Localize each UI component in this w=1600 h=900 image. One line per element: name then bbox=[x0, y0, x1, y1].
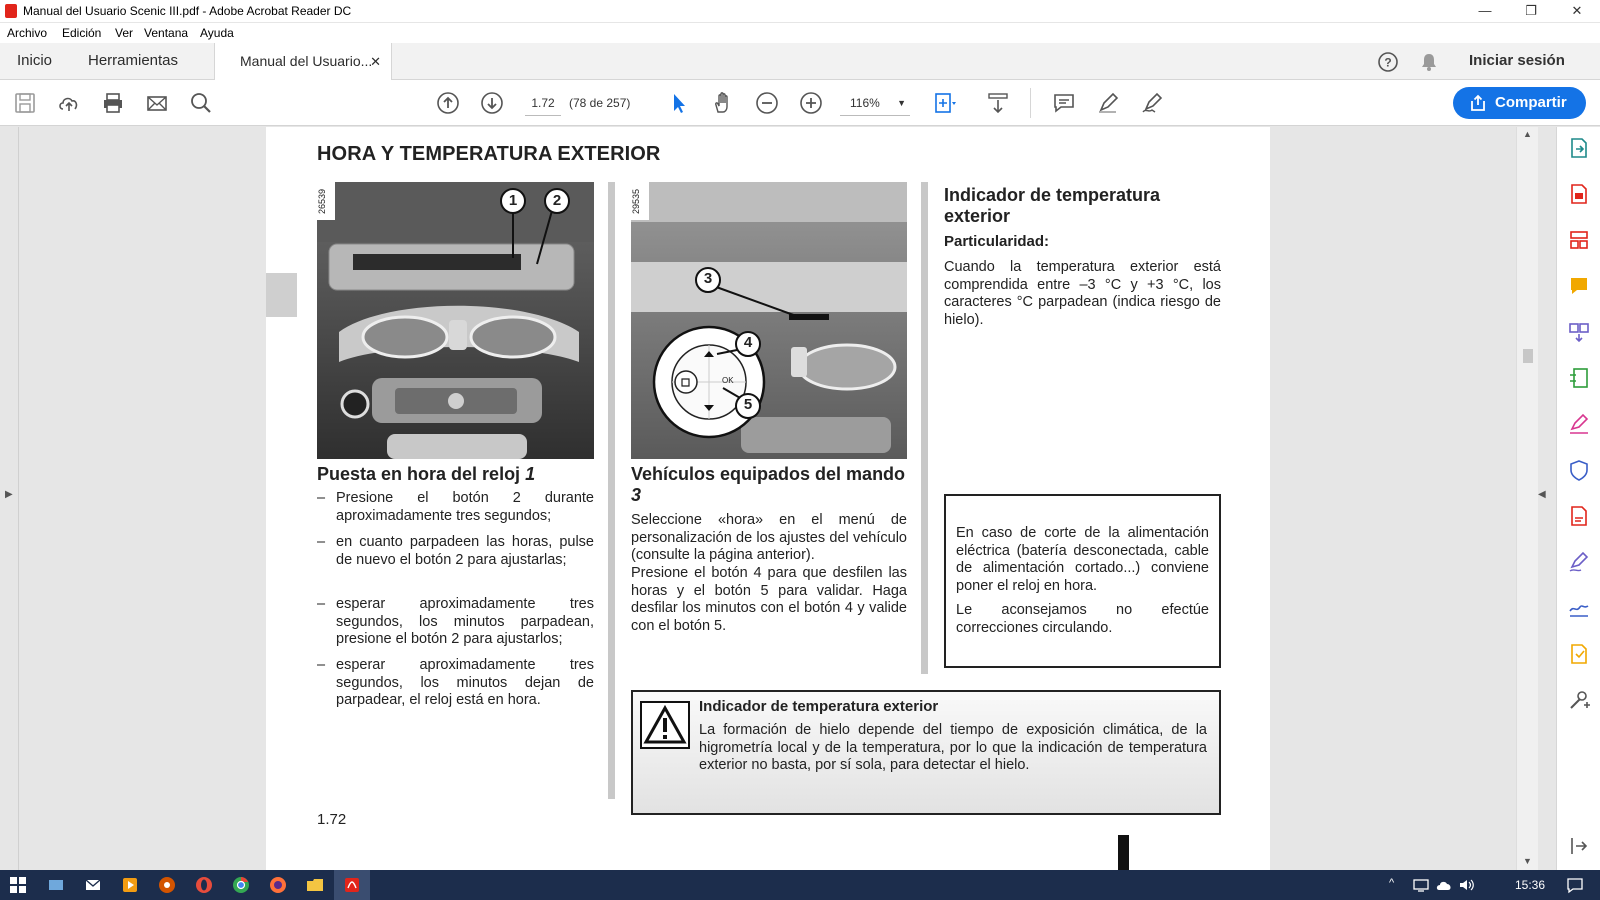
steering-control-photo bbox=[631, 182, 907, 459]
page-number: 1.72 bbox=[317, 811, 347, 828]
opera-icon[interactable] bbox=[195, 876, 213, 894]
expand-left-panel-icon[interactable]: ▶ bbox=[5, 489, 13, 500]
zoom-value: 116% bbox=[850, 96, 880, 110]
sign-pen-icon[interactable] bbox=[1140, 91, 1164, 115]
zoom-in-icon[interactable] bbox=[799, 91, 823, 115]
chevron-down-icon: ▼ bbox=[897, 98, 906, 108]
tab-document[interactable] bbox=[214, 43, 392, 80]
share-icon bbox=[1469, 94, 1487, 112]
power-cut-note-box bbox=[944, 494, 1221, 668]
col1-bullet: – en cuanto parpadeen las horas, pulse de nuevo el botón 2 para ajustarlas; bbox=[317, 534, 594, 569]
chrome-icon[interactable] bbox=[232, 876, 250, 894]
note-paragraph: En caso de corte de la alimentación eléctrica (batería desconectada, cable de alimentación cortado...) conviene poner el reloj en hora. bbox=[956, 525, 1209, 594]
zoom-out-icon[interactable] bbox=[755, 91, 779, 115]
export-pdf-icon[interactable] bbox=[1568, 137, 1590, 159]
network-icon[interactable] bbox=[1412, 876, 1430, 894]
action-center-icon[interactable] bbox=[1566, 876, 1584, 894]
menu-ver[interactable]: Ver bbox=[115, 26, 134, 40]
page-count: (78 de 257) bbox=[569, 96, 631, 110]
organize-pages-icon[interactable] bbox=[1568, 229, 1590, 251]
col2-paragraph: Presione el botón 4 para que desfilen las horas y el botón 5 para validar. Haga desfilar los minutos con el botón 4 y valide con el botón 5. bbox=[631, 565, 907, 634]
cloud-upload-icon[interactable] bbox=[57, 91, 81, 115]
maximize-button[interactable]: ❐ bbox=[1525, 3, 1537, 18]
document-view[interactable] bbox=[0, 127, 1556, 870]
page-edge-marker bbox=[1118, 835, 1129, 870]
more-tools-icon[interactable] bbox=[1568, 689, 1590, 711]
menu-ventana[interactable]: Ventana bbox=[144, 26, 189, 40]
media-player-icon[interactable] bbox=[121, 876, 139, 894]
photo-code: 29535 bbox=[631, 182, 649, 220]
app-icon[interactable] bbox=[158, 876, 176, 894]
note-paragraph: Le aconsejamos no efectúe correcciones circulando. bbox=[956, 602, 1209, 636]
zoom-select[interactable] bbox=[840, 90, 910, 116]
pdf-page bbox=[266, 127, 1270, 870]
email-icon[interactable] bbox=[145, 91, 169, 115]
share-button[interactable] bbox=[1453, 87, 1586, 119]
col3-subheading: Particularidad: bbox=[944, 233, 1050, 250]
fit-page-icon[interactable] bbox=[932, 91, 956, 115]
col1-heading-ref: 1 bbox=[525, 464, 536, 484]
toolbar-divider bbox=[1030, 88, 1031, 118]
protect-shield-icon[interactable] bbox=[1568, 459, 1590, 481]
menu-bar bbox=[0, 23, 1600, 43]
col1-bullet: – esperar aproximadamente tres segundos, los minutos parpadean, presione el botón 2 para ajustarlos; bbox=[317, 596, 594, 649]
close-tab-icon[interactable]: ✕ bbox=[370, 54, 381, 69]
menu-ayuda[interactable]: Ayuda bbox=[200, 26, 234, 40]
scroll-mode-icon[interactable] bbox=[986, 91, 1010, 115]
col2-heading-text: Vehículos equipados del mando bbox=[631, 464, 906, 484]
sign-in-link[interactable]: Iniciar sesión bbox=[1469, 52, 1565, 69]
taskbar-clock[interactable]: 15:36 bbox=[1515, 878, 1546, 892]
left-panel-strip bbox=[0, 127, 19, 870]
scroll-up-icon[interactable]: ▲ bbox=[1523, 129, 1532, 139]
close-window-button[interactable]: ✕ bbox=[1571, 3, 1583, 18]
scroll-thumb[interactable] bbox=[1523, 349, 1533, 363]
window-title: Manual del Usuario Scenic III.pdf - Adobe Acrobat Reader DC bbox=[23, 4, 352, 18]
fill-sign-icon[interactable] bbox=[1568, 413, 1590, 435]
column-rule bbox=[921, 182, 928, 674]
firefox-icon[interactable] bbox=[269, 876, 287, 894]
vertical-scrollbar[interactable] bbox=[1516, 127, 1538, 870]
column-rule bbox=[608, 182, 615, 799]
collapse-right-panel-icon[interactable]: ◀ bbox=[1538, 489, 1546, 500]
col1-heading-text: Puesta en hora del reloj bbox=[317, 464, 521, 484]
minimize-button[interactable]: — bbox=[1478, 3, 1492, 18]
page-number-input[interactable]: 1.72 bbox=[525, 90, 561, 116]
print-icon[interactable] bbox=[101, 91, 125, 115]
col2-paragraph: Seleccione «hora» en el menú de personalización de los ajustes del vehículo (consulte la página anterior). bbox=[631, 512, 907, 563]
tab-document-label: Manual del Usuario... bbox=[240, 53, 373, 69]
mail-icon[interactable] bbox=[84, 876, 102, 894]
col3-paragraph: Cuando la temperatura exterior está comprendida entre –3 °C y +3 °C, los caracteres °C parpadean (indica riesgo de hielo). bbox=[944, 259, 1221, 328]
create-pdf-icon[interactable] bbox=[1568, 183, 1590, 205]
scroll-down-icon[interactable]: ▼ bbox=[1523, 856, 1532, 866]
tray-chevron-icon[interactable]: ^ bbox=[1389, 877, 1395, 889]
cloud-sync-icon[interactable] bbox=[1435, 876, 1453, 894]
share-label: Compartir bbox=[1495, 94, 1567, 111]
photo-code: 26539 bbox=[317, 182, 335, 220]
send-for-signature-icon[interactable] bbox=[1568, 551, 1590, 573]
search-icon[interactable] bbox=[189, 91, 213, 115]
next-page-icon[interactable] bbox=[480, 91, 504, 115]
tab-bar bbox=[0, 43, 1600, 80]
title-bar bbox=[0, 0, 1600, 23]
volume-icon[interactable] bbox=[1458, 876, 1476, 894]
previous-page-icon[interactable] bbox=[436, 91, 460, 115]
menu-edicion[interactable]: Edición bbox=[62, 26, 102, 40]
task-view-icon[interactable] bbox=[47, 876, 65, 894]
windows-start-icon[interactable] bbox=[9, 876, 27, 894]
select-cursor-icon[interactable] bbox=[667, 91, 691, 115]
col3-heading: Indicador de temperatura exterior bbox=[944, 185, 1161, 226]
acrobat-taskbar-icon[interactable] bbox=[343, 876, 361, 894]
save-icon[interactable] bbox=[13, 91, 37, 115]
svg-text:?: ? bbox=[1384, 55, 1392, 70]
file-explorer-icon[interactable] bbox=[306, 876, 324, 894]
notification-bell-icon[interactable] bbox=[1418, 51, 1440, 73]
prepare-form-icon[interactable] bbox=[1568, 643, 1590, 665]
warning-triangle-icon bbox=[640, 701, 690, 749]
comment-tool-icon[interactable] bbox=[1568, 275, 1590, 297]
ok-button-label: OK bbox=[722, 376, 734, 385]
comment-icon[interactable] bbox=[1052, 91, 1076, 115]
acrobat-app-icon bbox=[5, 4, 17, 18]
warning-text: La formación de hielo depende del tiempo de exposición climática, de la higrometría local y de la temperatura, por lo que la indicación de temperatura exterior no basta, por sí sola, para detectar el hielo. bbox=[699, 722, 1207, 773]
help-icon[interactable] bbox=[1377, 51, 1399, 73]
windows-taskbar bbox=[0, 870, 1600, 900]
menu-archivo[interactable]: Archivo bbox=[7, 26, 48, 40]
highlight-pen-icon[interactable] bbox=[1096, 91, 1120, 115]
toolbar bbox=[0, 80, 1600, 126]
warning-title: Indicador de temperatura exterior bbox=[699, 698, 939, 715]
tab-herramientas[interactable]: Herramientas bbox=[88, 52, 179, 69]
dashboard-illustration bbox=[317, 182, 594, 459]
callout-3-label: 3 bbox=[703, 270, 713, 287]
callout-2-label: 2 bbox=[552, 192, 562, 209]
col1-bullet: – esperar aproximadamente tres segundos, los minutos dejan de parpadear, el reloj está en hora. bbox=[317, 657, 594, 710]
page-thumbnail-handle[interactable] bbox=[266, 273, 297, 317]
certificates-icon[interactable] bbox=[1568, 597, 1590, 619]
dashboard-clock-photo bbox=[317, 182, 594, 459]
expand-panel-icon[interactable] bbox=[1568, 835, 1590, 857]
warning-box bbox=[631, 690, 1221, 815]
tab-inicio[interactable]: Inicio bbox=[17, 52, 53, 69]
steering-control-illustration bbox=[631, 182, 907, 459]
tools-panel bbox=[1556, 127, 1600, 870]
compress-icon[interactable] bbox=[1568, 367, 1590, 389]
page-title: HORA Y TEMPERATURA EXTERIOR bbox=[317, 143, 661, 165]
combine-files-icon[interactable] bbox=[1568, 321, 1590, 343]
col2-heading-ref: 3 bbox=[631, 485, 642, 505]
col2-heading bbox=[631, 464, 907, 506]
callout-5-label: 5 bbox=[743, 396, 753, 413]
hand-tool-icon[interactable] bbox=[711, 91, 735, 115]
col1-heading bbox=[317, 464, 607, 485]
callout-4-label: 4 bbox=[743, 334, 753, 351]
edit-pdf-icon[interactable] bbox=[1568, 505, 1590, 527]
col1-bullet: – Presione el botón 2 durante aproximadamente tres segundos; bbox=[317, 490, 594, 525]
callout-1-label: 1 bbox=[508, 192, 518, 209]
